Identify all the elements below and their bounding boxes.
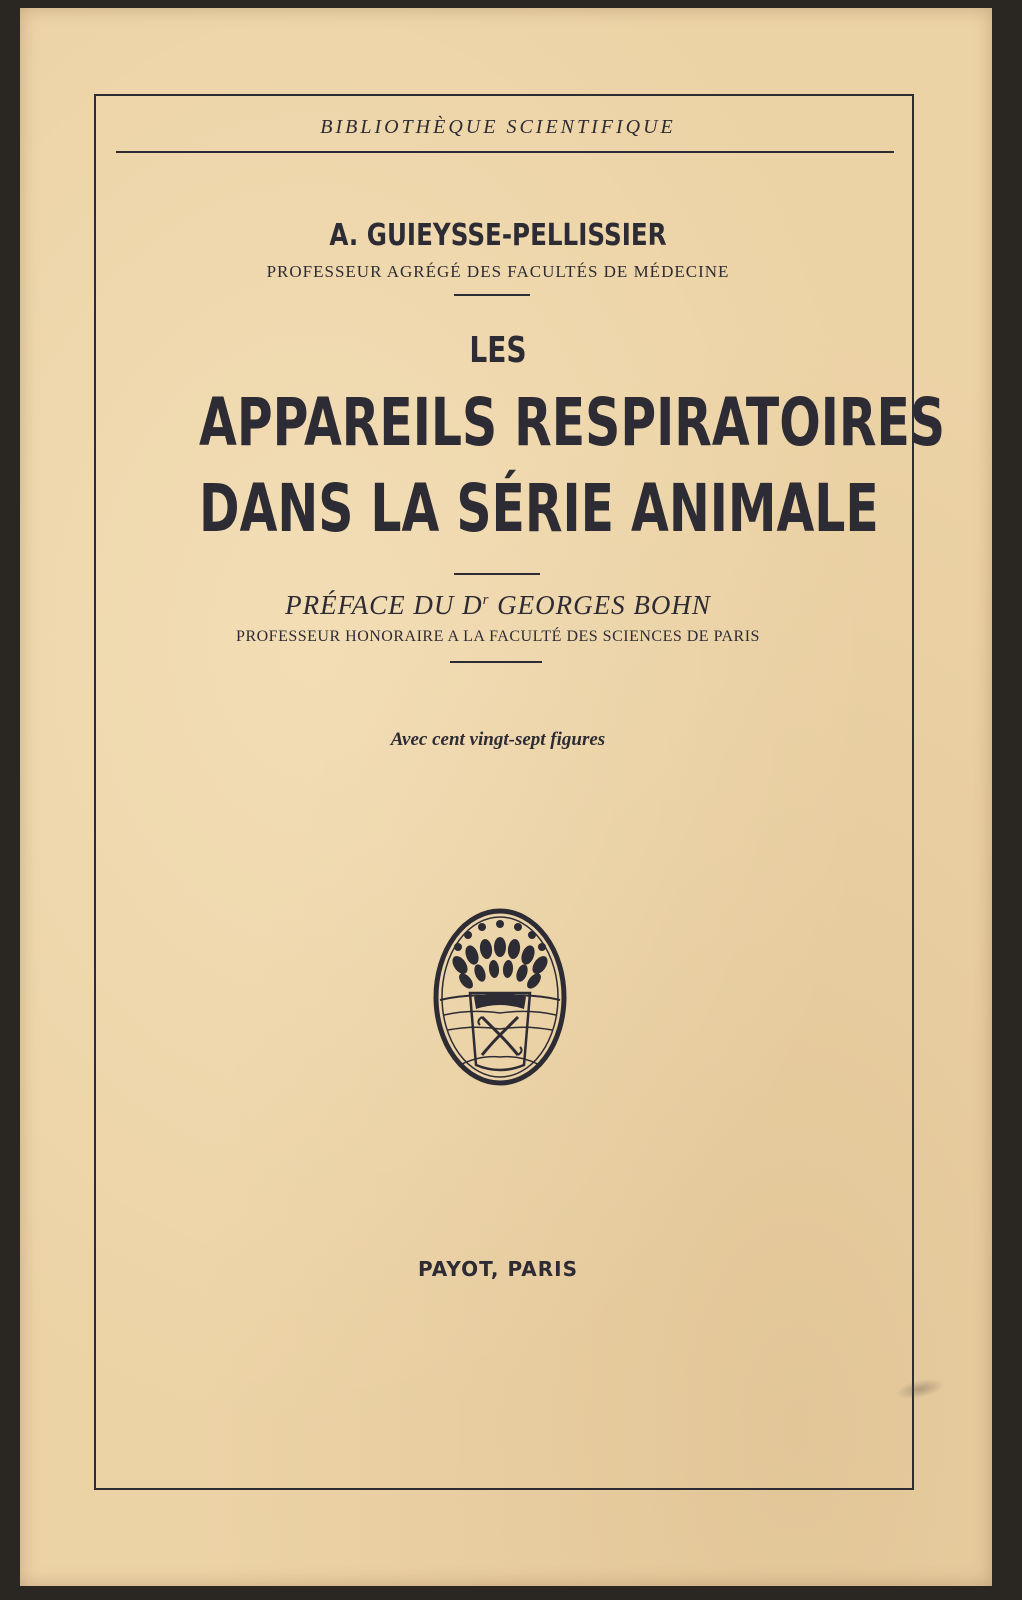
author-divider	[454, 294, 530, 296]
preface-name: GEORGES BOHN	[489, 590, 711, 620]
author-title: PROFESSEUR AGRÉGÉ DES FACULTÉS DE MÉDECINE	[266, 262, 730, 281]
title-article: LES	[469, 330, 527, 371]
publisher-name: PAYOT, PARIS	[417, 1257, 579, 1281]
title-divider	[454, 573, 540, 575]
preface-author-title: PROFESSEUR HONORAIRE A LA FACULTÉ DES SCIENCES DE PARIS	[236, 628, 760, 645]
title-line-1: APPAREILS RESPIRATOIRES	[199, 384, 946, 461]
series-title: BIBLIOTHÈQUE SCIENTIFIQUE	[320, 116, 676, 138]
wheat-sheaf-emblem-icon	[430, 905, 570, 1090]
author-name: A. GUIEYSSE-PELLISSIER	[329, 218, 667, 253]
preface-divider	[450, 661, 542, 663]
preface-prefix: PRÉFACE DU D	[285, 590, 483, 620]
figures-note: Avec cent vingt-sept figures	[390, 729, 606, 750]
series-rule	[116, 151, 894, 153]
title-line-2: DANS LA SÉRIE ANIMALE	[199, 470, 879, 547]
preface-sup: r	[482, 592, 490, 608]
preface-line	[94, 590, 902, 621]
